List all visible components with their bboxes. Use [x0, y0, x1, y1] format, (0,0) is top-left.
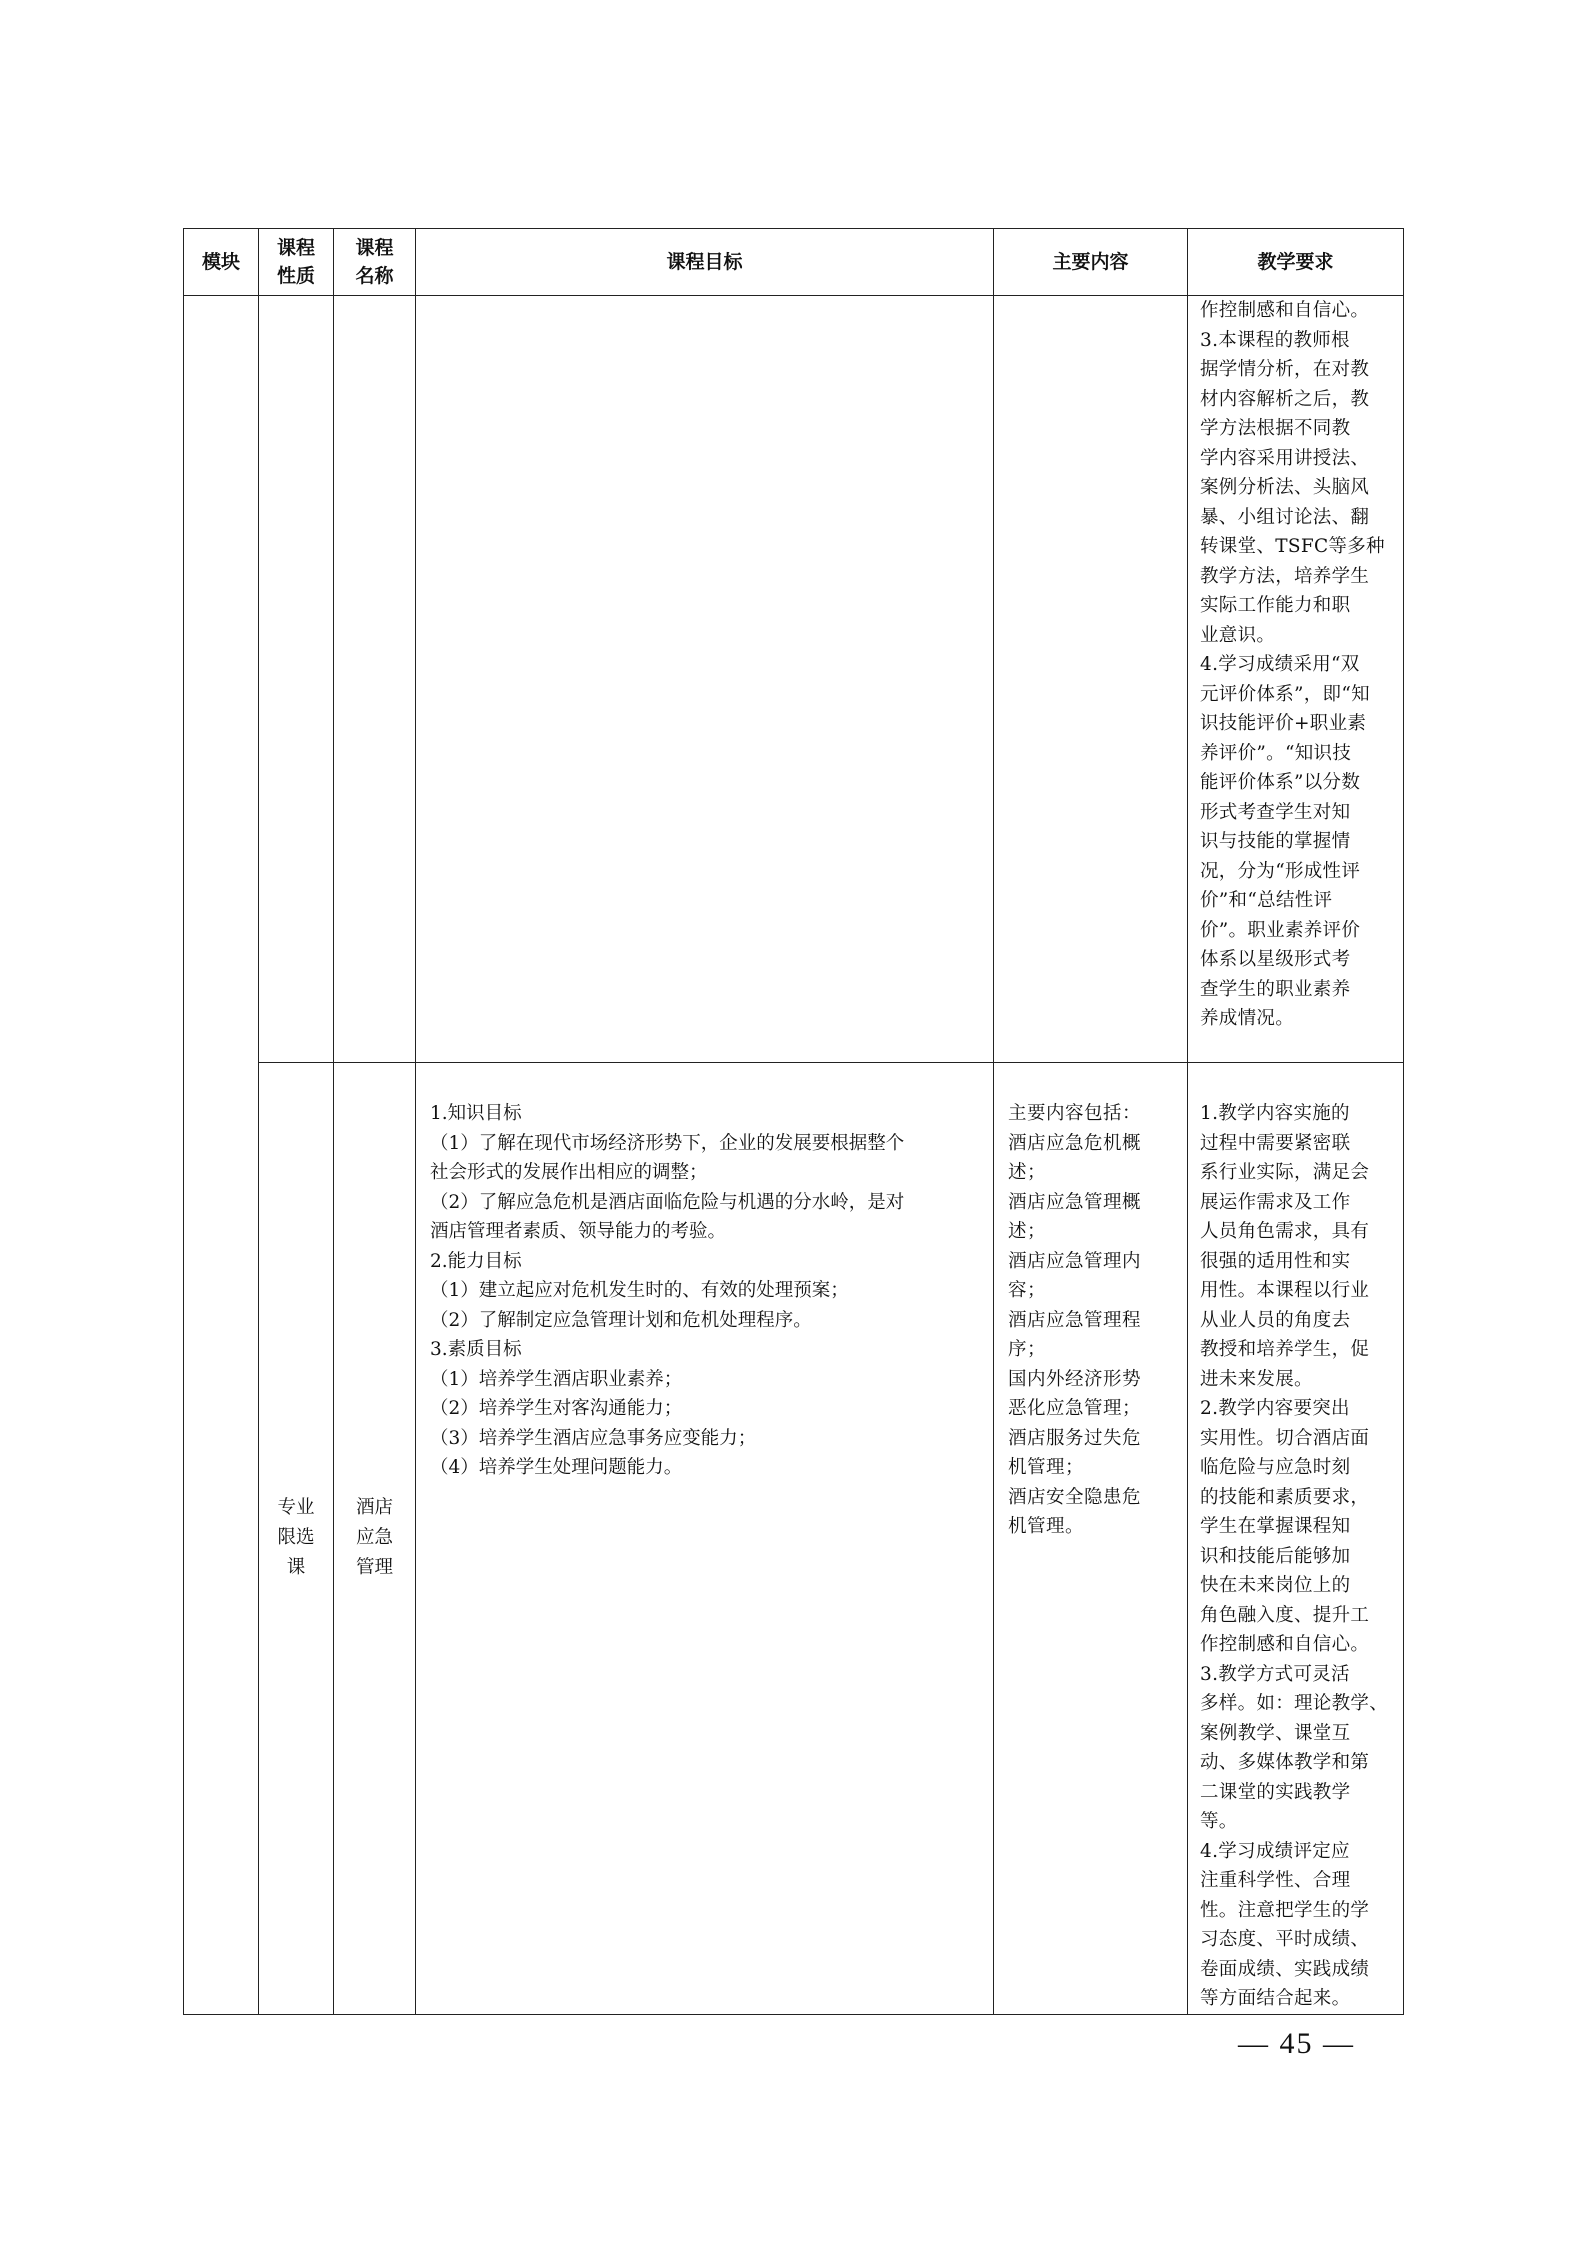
req-line: 业意识。 [1200, 624, 1276, 646]
header-content: 主要内容 [994, 229, 1188, 296]
content-line: 容； [1008, 1280, 1047, 1301]
table-header-row [184, 229, 1404, 296]
header-name [334, 229, 416, 296]
req-line: 暴、小组讨论法、翻 [1200, 506, 1370, 528]
goal-line: （1）建立起应对危机发生时的、有效的处理预案； [430, 1280, 849, 1301]
goal-line: （1）培养学生酒店职业素养； [430, 1368, 683, 1390]
req-line: 学内容采用讲授法、 [1200, 447, 1370, 469]
req-line: 作控制感和自信心。 [1200, 1634, 1370, 1655]
req-line: 据学情分析，在对教 [1200, 359, 1370, 380]
req-line: 从业人员的角度去 [1200, 1309, 1351, 1331]
course-name-line: 应急 [355, 1527, 393, 1549]
header-nature-line2: 性质 [276, 265, 315, 287]
goals-cell [416, 1063, 994, 2015]
goals-cell-continued [416, 296, 994, 1063]
req-line: 查学生的职业素养 [1200, 978, 1351, 1000]
req-line: 注重科学性、合理 [1200, 1870, 1351, 1891]
req-line: 教学方法，培养学生 [1200, 565, 1370, 587]
req-line: 教授和培养学生，促 [1200, 1339, 1370, 1360]
content-line: 主要内容包括： [1008, 1103, 1142, 1124]
req-line: 过程中需要紧密联 [1200, 1132, 1351, 1154]
header-name-line2: 名称 [355, 265, 394, 287]
requirements-cell-continued [1188, 296, 1404, 1063]
req-line: 动、多媒体教学和第 [1200, 1752, 1370, 1773]
content-line: 酒店应急管理程 [1008, 1309, 1142, 1331]
req-line: 形式考查学生对知 [1200, 801, 1351, 823]
name-cell-continued [334, 296, 416, 1063]
req-line: 快在未来岗位上的 [1200, 1575, 1351, 1596]
content-cell [994, 1063, 1188, 2015]
req-line: 案例教学、课堂互 [1200, 1722, 1351, 1744]
course-name-line: 酒店 [355, 1497, 393, 1519]
req-line: 系行业实际，满足会 [1200, 1162, 1370, 1183]
page-number: — 45 — [1238, 2027, 1355, 2060]
header-requirements: 教学要求 [1188, 229, 1404, 296]
goal-line: 3.素质目标 [430, 1339, 522, 1360]
req-line: 4.学习成绩评定应 [1200, 1840, 1350, 1862]
goal-line: （3）培养学生酒店应急事务应变能力； [430, 1427, 757, 1449]
req-line: 实际工作能力和职 [1200, 595, 1351, 616]
nature-line: 课 [286, 1557, 306, 1579]
req-line: 1.教学内容实施的 [1200, 1103, 1350, 1124]
req-line: 等方面结合起来。 [1200, 1988, 1351, 2009]
content-line: 酒店应急危机概 [1008, 1132, 1142, 1154]
req-line: 元评价体系”，即“知 [1200, 683, 1370, 705]
nature-cell [259, 1063, 334, 2015]
header-module: 模块 [184, 229, 259, 296]
req-line: 用性。本课程以行业 [1200, 1280, 1370, 1301]
requirements-cell [1188, 1063, 1404, 2015]
goal-line: （2）了解应急危机是酒店面临危险与机遇的分水岭，是对 [430, 1191, 905, 1213]
req-line: 等。 [1200, 1811, 1238, 1832]
header-nature-line1: 课程 [276, 237, 315, 259]
goal-line: （2）了解制定应急管理计划和危机处理程序。 [430, 1309, 812, 1331]
header-nature [259, 229, 334, 296]
req-line: 况，分为“形成性评 [1200, 860, 1361, 882]
content-line: 酒店安全隐患危 [1008, 1486, 1142, 1508]
course-name-cell [334, 1063, 416, 2015]
req-line: 角色融入度、提升工 [1200, 1604, 1370, 1626]
content-line: 序； [1008, 1339, 1047, 1360]
course-name-line: 管理 [355, 1557, 393, 1579]
req-line: 作控制感和自信心。 [1200, 300, 1370, 321]
content-line: 述； [1008, 1162, 1047, 1183]
req-line: 识技能评价+职业素 [1200, 713, 1367, 734]
req-line: 能评价体系”以分数 [1200, 772, 1361, 793]
req-line: 识与技能的掌握情 [1200, 831, 1351, 852]
req-line: 实用性。切合酒店面 [1200, 1427, 1370, 1449]
req-line: 3.教学方式可灵活 [1200, 1663, 1350, 1685]
table-row-hotel-emergency [184, 1063, 1404, 2015]
curriculum-table [183, 228, 1404, 2015]
req-line: 养成情况。 [1200, 1008, 1295, 1029]
content-line: 酒店应急管理概 [1008, 1191, 1142, 1213]
header-name-line1: 课程 [355, 237, 394, 259]
goal-line: （2）培养学生对客沟通能力； [430, 1398, 683, 1419]
req-line: 性。注意把学生的学 [1200, 1899, 1370, 1921]
req-line: 案例分析法、头脑风 [1200, 477, 1370, 498]
nature-line: 专业 [277, 1497, 315, 1519]
req-line: 识和技能后能够加 [1200, 1545, 1351, 1567]
nature-line: 限选 [277, 1527, 315, 1549]
req-line: 养评价”。“知识技 [1200, 742, 1352, 764]
req-line: 的技能和素质要求， [1200, 1486, 1370, 1508]
content-cell-continued [994, 296, 1188, 1063]
content-line: 酒店应急管理内 [1008, 1250, 1142, 1272]
req-line: 体系以星级形式考 [1200, 949, 1351, 970]
table-row-continued [184, 296, 1404, 1063]
goal-line: （1）了解在现代市场经济形势下，企业的发展要根据整个 [430, 1132, 905, 1154]
req-line: 很强的适用性和实 [1200, 1250, 1351, 1272]
content-line: 机管理。 [1008, 1516, 1085, 1537]
req-line: 3.本课程的教师根 [1200, 329, 1350, 351]
goal-line: 社会形式的发展作出相应的调整； [430, 1162, 708, 1183]
content-line: 恶化应急管理； [1008, 1398, 1142, 1419]
nature-cell-continued [259, 296, 334, 1063]
goal-line: （4）培养学生处理问题能力。 [430, 1457, 683, 1478]
goal-line: 酒店管理者素质、领导能力的考验。 [430, 1221, 727, 1242]
req-line: 学生在掌握课程知 [1200, 1516, 1351, 1537]
req-line: 多样。如：理论教学、 [1200, 1693, 1389, 1714]
goal-line: 2.能力目标 [430, 1250, 522, 1272]
content-line: 酒店服务过失危 [1008, 1427, 1142, 1449]
header-goals: 课程目标 [416, 229, 994, 296]
req-line: 展运作需求及工作 [1200, 1191, 1351, 1213]
module-cell [184, 296, 259, 2015]
req-line: 4.学习成绩采用“双 [1200, 654, 1360, 675]
req-line: 二课堂的实践教学 [1200, 1781, 1351, 1803]
req-line: 临危险与应急时刻 [1200, 1457, 1351, 1478]
content-line: 述； [1008, 1221, 1047, 1242]
req-line: 转课堂、TSFC等多种 [1200, 536, 1385, 557]
content-line: 国内外经济形势 [1008, 1368, 1142, 1390]
req-line: 卷面成绩、实践成绩 [1200, 1958, 1370, 1980]
req-line: 学方法根据不同教 [1200, 418, 1351, 439]
req-line: 习态度、平时成绩、 [1200, 1929, 1370, 1950]
goal-line: 1.知识目标 [430, 1103, 522, 1124]
req-line: 材内容解析之后，教 [1200, 388, 1370, 410]
content-line: 机管理； [1008, 1457, 1085, 1478]
req-line: 价”和“总结性评 [1200, 890, 1333, 911]
req-line: 人员角色需求，具有 [1200, 1221, 1370, 1242]
req-line: 2.教学内容要突出 [1200, 1398, 1350, 1419]
req-line: 进未来发展。 [1200, 1368, 1313, 1390]
req-line: 价”。职业素养评价 [1200, 919, 1361, 941]
